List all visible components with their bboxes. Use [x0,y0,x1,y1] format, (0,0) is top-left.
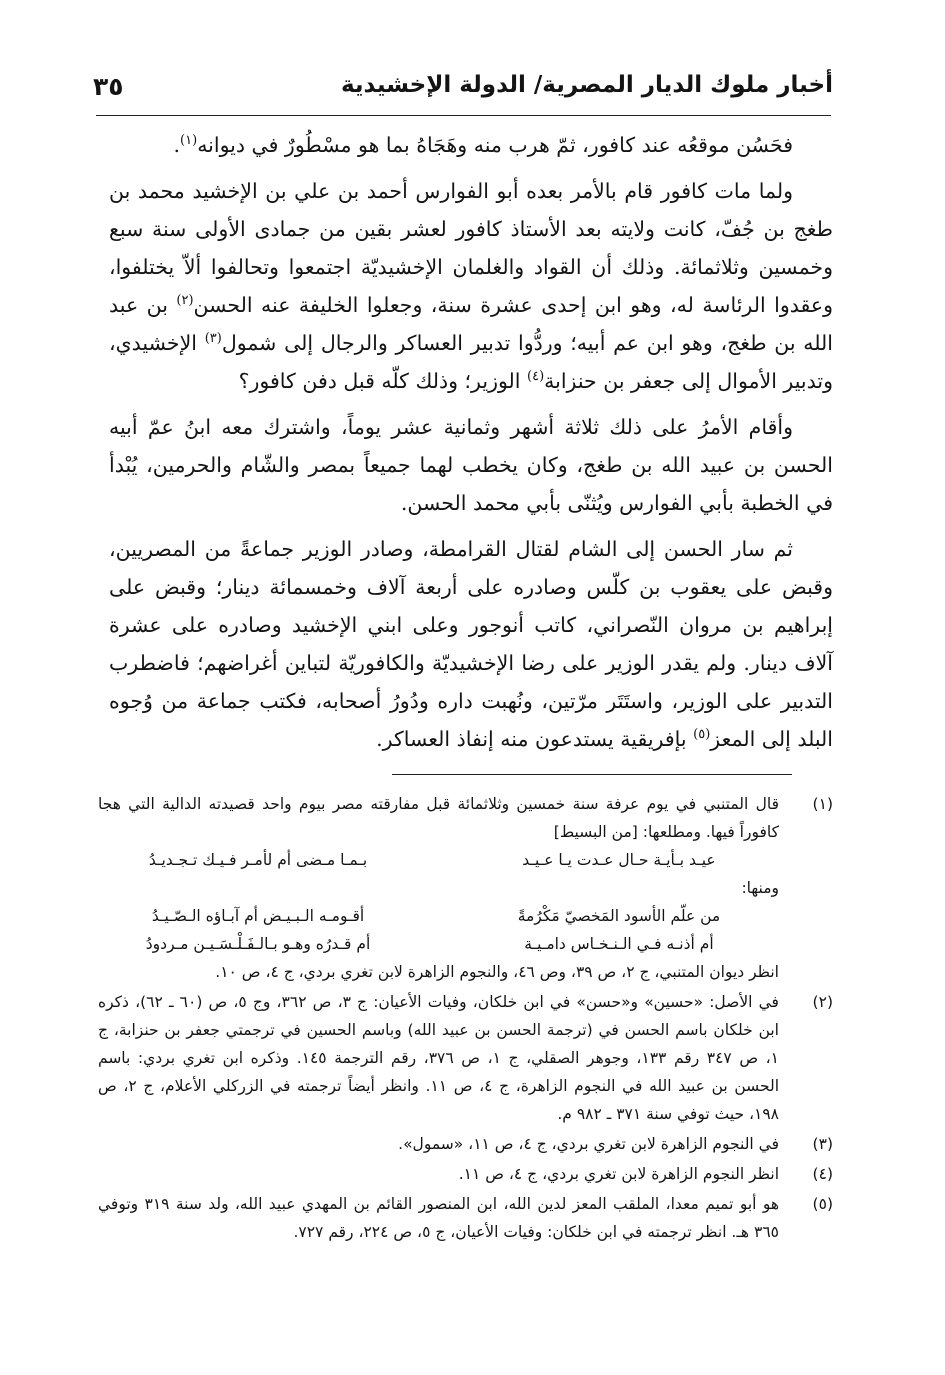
running-head: أخبار ملوك الديار المصرية/ الدولة الإخشيدية [340,72,833,98]
footnote-number: (٤) [812,1165,833,1183]
text-run: وأقام الأمرُ على ذلك ثلاثة أشهر وثمانية عشر يوماً، واشترك معه ابنُ عمّ أبيه الحسن بن عبيد الله بن طغج، وكان يخطب لهما جميعاً بمصر والشّام والحرمين، يُبْدأ في الخطبة بأبي الفوارس ويُثنّى بأبي محمد الحسن. [109,415,833,515]
footnote-3 [98,1130,833,1158]
footnote-1 [98,790,833,986]
text-run: ثم سار الحسن إلى الشام لقتال القرامطة، وصادر الوزير جماعةً من المصريين، وقبض على يعقوب بن كلّس وصادره على أربعة آلاف وخمسمائة دينار؛ وقبض على إبراهيم بن مروان النّصراني، كاتب أنوجور وعلى ابني الإخشيد وصادره على عشرة آلاف دينار. ولم يقدر الوزير على رضا الإخشيديّة والكافوريّة لتباين أغراضهم؛ فاضطرب التدبير على الوزير، واستَتَر مرّتين، ونُهبت داره ودُورُ أصحابه، فكتب جماعة من وُجوه البلد إلى المعز [109,537,833,751]
footnote-ref: (٣) [204,331,222,347]
verse-hemistich-first: عيـد بـأيـة حـال عـدت يـا عـيـد [522,851,716,869]
footnote-body: في الأصل: «حسين» و«حسن» في ابن خلكان، وفيات الأعيان: ج ٣، ص ٣٦٢، وج ٥، ص (٦٠ ـ ٦٢)، ذكره ابن خلكان باسم الحسن في (ترجمة الحسن بن عبيد الله) وباسم الحسين في ترجمتي جعفر بن حنزابة، ج ١، ص ٣٤٧ رقم ١٣٣، وجوهر الصقلي، ج ١، ص ٣٧٦، رقم الترجمة ١٤٥. وذكره ابن تغري بردي: باسم الحسن بن عبيد الله في النجوم الزاهرة، ج ٤، ص ١١. وانظر أيضاً ترجمته في الزركلي الأعلام، ج ٢، ص ١٩٨، حيث توفي سنة ٣٧١ ـ ٩٨٢ م. [98,993,779,1123]
footnote-citation: انظر ديوان المتنبي، ج ٢، ص ٣٩، وص ٤٦، والنجوم الزاهرة لابن تغري بردي، ج ٤، ص ١٠. [215,963,779,981]
footnote-intro: قال المتنبي في يوم عرفة سنة خمسين وثلاثمائة قبل مفارقته مصر بيوم واحد قصيدته الدالية التي هجا كافوراً فيها. ومطلعها: [من البسيط] [98,795,779,841]
main-text [109,126,833,766]
poem-minha-label: ومنها: [741,879,779,897]
footnote-number: (١) [812,795,833,813]
footnote-body: في النجوم الزاهرة لابن تغري بردي، ج ٤، ص ١١، «سمول». [398,1135,779,1153]
footnote-ref: (١) [180,133,198,149]
footnote-ref: (٤) [527,369,545,385]
text-run: فحَسُن موقعُه عند كافور، ثمّ هرب منه وهَجَاهُ بما هو مسْطُورٌ في ديوانه [197,133,793,157]
footnote-4 [98,1160,833,1188]
text-run: بإفريقية يستدعون منه إنفاذ العساكر. [376,727,694,751]
verse-hemistich-second: بـمـا مـضى أم لأمـر فـيـك تـجـديـدُ [148,851,368,869]
footnote-number: (٣) [812,1135,833,1153]
poem-verse [98,930,779,958]
poem-verse [98,902,779,930]
footnote-ref: (٢) [176,293,194,309]
footnote-5 [98,1190,833,1246]
paragraph [109,530,833,758]
text-run: الإخشيدي، وتدبير الأموال إلى جعفر بن حنزابة [109,331,833,393]
verse-hemistich-second: أم قـدرُه وهـو بـالـفَـلْـسَـيـن مـردودُ [145,935,371,953]
verse-hemistich-first: أم أذنـه فـي الـنـخـاس دامـيـة [524,935,714,953]
footnote-ref: (٥) [693,727,711,743]
footnote-body [98,790,779,986]
footnote-body: انظر النجوم الزاهرة لابن تغري بردي، ج ٤، ص ١١. [458,1165,779,1183]
paragraph [109,408,833,522]
paragraph [109,126,833,164]
text-run: ولما مات كافور قام بالأمر بعده أبو الفوارس أحمد بن علي بن الإخشيد محمد بن طغج بن جُفّ، كانت ولايته بعد الأستاذ كافور لعشر بقين من جمادى الأولى سنة سبع وخمسين وثلاثمائة. وذلك أن القواد والغلمان الإخشيديّة اجتمعوا وتحالفوا ألاّ يختلفوا، وعقدوا الرئاسة له، وهو ابن إحدى عشرة سنة، وجعلوا الخليفة عنه الحسن [109,179,833,317]
poem-verse [98,846,779,874]
footnote-2 [98,988,833,1128]
header-rule [96,115,831,116]
footnotes [98,790,833,1248]
text-run: . [173,133,181,157]
footnote-rule [392,774,792,775]
footnote-number: (٥) [812,1195,833,1213]
text-run: بن عبد الله بن طغج، وهو ابن عم أبيه؛ وردُّوا تدبير العساكر والرجال إلى شمول [109,293,833,355]
page-number: ٣٥ [93,72,124,101]
verse-hemistich-second: أقـومـه الـبـيـض أم آبـاؤه الـصّـيـدُ [151,907,365,925]
paragraph [109,172,833,400]
footnote-number: (٢) [812,993,833,1011]
verse-hemistich-first: من علّم الأسود المَخصيّ مَكْرُمةً [517,907,721,925]
footnote-body: هو أبو تميم معدا، الملقب المعز لدين الله، ابن المنصور القائم بن المهدي عبيد الله، ولد سنة ٣١٩ وتوفي ٣٦٥ هـ. انظر ترجمته في ابن خلكان: وفيات الأعيان، ج ٥، ص ٢٢٤، رقم ٧٢٧. [98,1195,780,1241]
text-run: الوزير؛ وذلك كلّه قبل دفن كافور؟ [238,369,528,393]
